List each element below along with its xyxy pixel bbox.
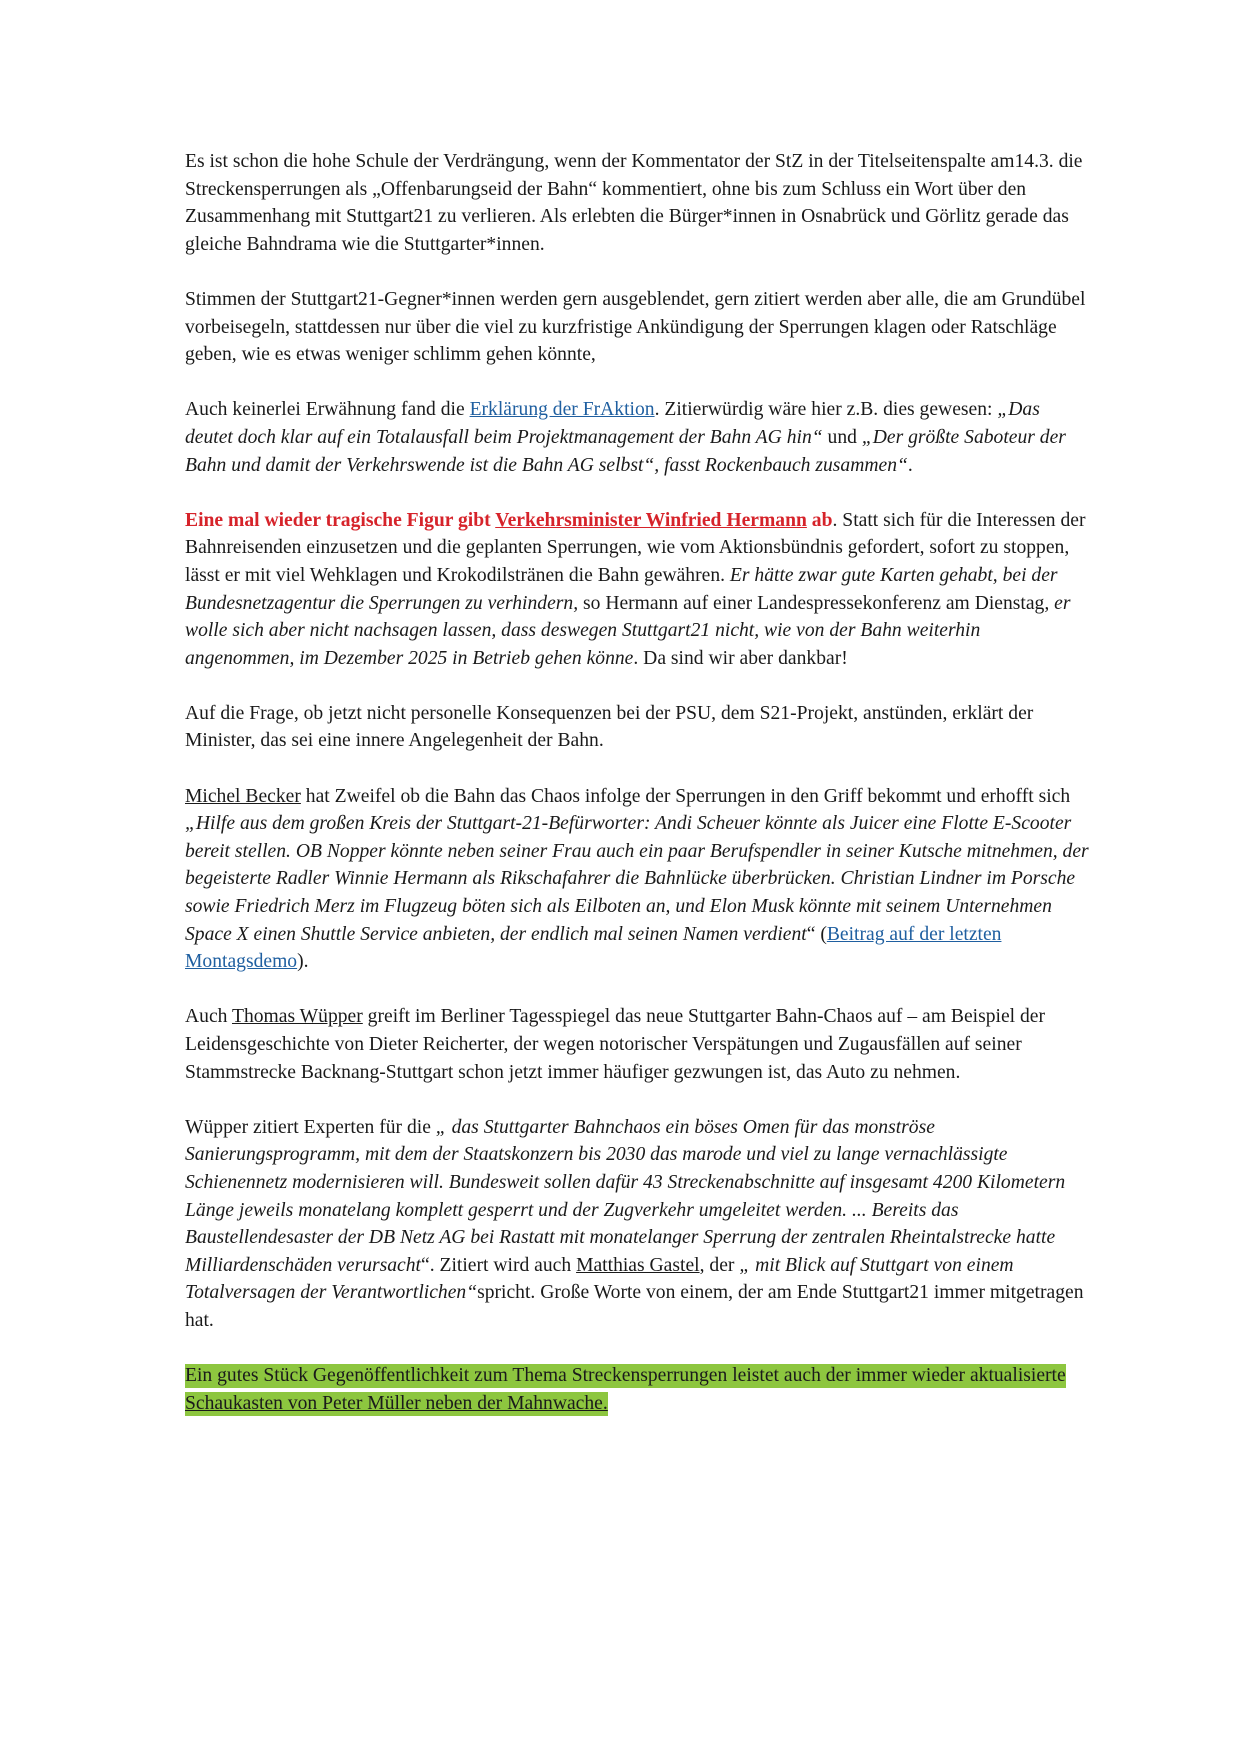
paragraph-text: . Statt sich für die Interessen der Bahnreisenden einzusetzen und die geplanten Sperrungen, wie vom Aktionsbündnis gefordert, sofort zu stoppen, lässt er mit viel Wehklagen und Krokodilstränen die Bahn gewähren. — [185, 509, 1086, 586]
paragraph-text: und — [822, 426, 862, 448]
quote-saboteur: „Der größte Saboteur der Bahn und damit der Verkehrswende ist die Bahn AG selbst“, fasst Rockenbauch zusammen“ — [185, 426, 1066, 476]
paragraph-text: greift im Berliner Tagesspiegel das neue Stuttgarter Bahn-Chaos auf – am Beispiel der Leidensgeschichte von Dieter Reicherter, der wegen notorischer Verspätungen und Zugausfällen auf seiner Stammstrecke Backnang-Stuttgart schon jetzt immer häufiger gezwungen ist, das Auto zu nehmen. — [185, 1006, 1046, 1083]
link-michel-becker[interactable]: Michel Becker — [185, 785, 301, 807]
paragraph-hermann — [185, 507, 1090, 673]
link-erklaerung-fraktion[interactable]: Erklärung der FrAktion — [469, 399, 655, 421]
document-page — [185, 148, 1090, 1445]
paragraph-text: , der — [699, 1254, 740, 1276]
red-heading-text-end: ab — [806, 509, 833, 531]
red-heading-text: Eine mal wieder tragische Figur gibt — [185, 509, 496, 531]
paragraph-text: ). — [297, 951, 309, 973]
paragraph-michel-becker — [185, 783, 1090, 976]
paragraph-text: Ein gutes Stück Gegenöffentlichkeit zum Thema Streckensperrungen leistet auch der immer wieder aktualisierte — [185, 1365, 1066, 1387]
link-matthias-gastel[interactable]: Matthias Gastel — [576, 1254, 700, 1276]
quote-bundesnetzagentur: Er hätte zwar gute Karten gehabt, bei der Bundesnetzagentur die Sperrungen zu verhindern, — [185, 564, 1058, 614]
paragraph-text: “ ( — [806, 923, 827, 945]
quote-totalausfall: „Das deutet doch klar auf ein Totalausfall beim Projektmanagement der Bahn AG hin“ — [185, 399, 1040, 448]
paragraph-text: “. Zitiert wird auch — [421, 1254, 577, 1276]
link-schaukasten-peter-mueller[interactable]: Schaukasten von Peter Müller neben der Mahnwache. — [185, 1392, 608, 1414]
highlighted-text — [185, 1364, 1066, 1416]
paragraph-text: Auch keinerlei Erwähnung fand die — [185, 399, 470, 421]
quote-hilfe-befuerworter: „Hilfe aus dem großen Kreis der Stuttgart-21-Befürworter: Andi Scheuer könnte als Juicer eine Flotte E-Scooter bereit stellen. OB Nopper könnte neben seiner Frau auch ein paar Berufspendler in seiner Kutsche mitnehmen, der begeisterte Radler Winnie Hermann als Rikschafahrer die Bahnlücke überbrücken. Christian Lindner im Porsche sowie Friedrich Merz im Flugzeug böten sich als Eilboten an, und Elon Musk könnte mit seinem Unternehmen Space X einen Shuttle Service anbieten, der endlich mal seinen Namen verdient — [185, 813, 1089, 945]
paragraph-text: Wüpper zitiert Experten für die — [185, 1116, 436, 1138]
quote-bahnchaos-omen: „ das Stuttgarter Bahnchaos ein böses Omen für das monströse Sanierungsprogramm, mit dem der Staatskonzern bis 2030 das marode und viel zu lange vernachlässigte Schienennetz modernisieren will. Bundesweit sollen dafür 43 Streckenabschnitte auf insgesamt 4200 Kilometern Länge jeweils monatelang komplett gesperrt und der Zugverkehr umgeleitet werden. ... Bereits das Baustellendesaster der DB Netz AG bei Rastatt mit monatelanger Sperrung der zentralen Rheintalstrecke hatte Milliardenschäden verursacht — [185, 1116, 1066, 1276]
paragraph-fraktion-statement — [185, 396, 1090, 479]
quote-dezember-2025: , er wolle sich aber nicht nachsagen lassen, dass deswegen Stuttgart21 nicht, wie von der Bahn weiterhin angenommen, im Dezember 2025 in Betrieb gehen könne — [185, 592, 1071, 669]
link-thomas-wuepper[interactable]: Thomas Wüpper — [232, 1006, 363, 1028]
paragraph-psu-question — [185, 700, 1090, 755]
paragraph-text: . Zitierwürdig wäre hier z.B. dies gewesen: — [654, 399, 998, 421]
paragraph-thomas-wuepper — [185, 1003, 1090, 1086]
paragraph-experts-quote — [185, 1114, 1090, 1335]
paragraph-stz-commentary — [185, 148, 1090, 258]
paragraph-text: hat Zweifel ob die Bahn das Chaos infolge der Sperrungen in den Griff bekommt und erhofft sich — [300, 785, 1071, 807]
paragraph-text: Es ist schon die hohe Schule der Verdrängung, wenn der Kommentator der StZ in der Titelseitenspalte am14.3. die Streckensperrungen als „Offenbarungseid der Bahn“ kommentiert, ohne bis zum Schluss ein Wort über den Zusammenhang mit Stuttgart21 zu verlieren. Als erlebten die Bürger*innen in Osnabrück und Görlitz gerade das gleiche Bahndrama wie die Stuttgarter*innen. — [185, 151, 1083, 255]
paragraph-text: Auch — [185, 1006, 232, 1028]
paragraph-s21-opponents — [185, 286, 1090, 369]
paragraph-schaukasten-highlight — [185, 1362, 1090, 1417]
link-verkehrsminister-hermann[interactable]: Verkehrsminister Winfried Hermann — [495, 509, 807, 531]
paragraph-text: . Da sind wir aber dankbar! — [633, 647, 848, 669]
paragraph-text: Stimmen der Stuttgart21-Gegner*innen werden gern ausgeblendet, gern zitiert werden aber alle, die am Grundübel vorbeisegeln, stattdessen nur über die viel zu kurzfristige Ankündigung der Sperrungen klagen oder Ratschläge geben, wie es etwas weniger schlimm gehen könnte, — [185, 288, 1086, 366]
paragraph-text: . — [907, 454, 913, 476]
paragraph-text: Auf die Frage, ob jetzt nicht personelle Konsequenzen bei der PSU, dem S21-Projekt, anstünden, erklärt der Minister, das sei eine innere Angelegenheit der Bahn. — [185, 702, 1034, 752]
link-beitrag-montagsdemo[interactable]: Beitrag auf der letzten Montagsdemo — [185, 923, 1002, 973]
paragraph-text: spricht. Große Worte von einem, der am Ende Stuttgart21 immer mitgetragen hat. — [185, 1282, 1084, 1331]
quote-totalversagen: „ mit Blick auf Stuttgart von einem Totalversagen der Verantwortlichen“ — [185, 1254, 1014, 1304]
paragraph-text: so Hermann auf einer Landespressekonferenz am Dienstag — [578, 592, 1045, 614]
